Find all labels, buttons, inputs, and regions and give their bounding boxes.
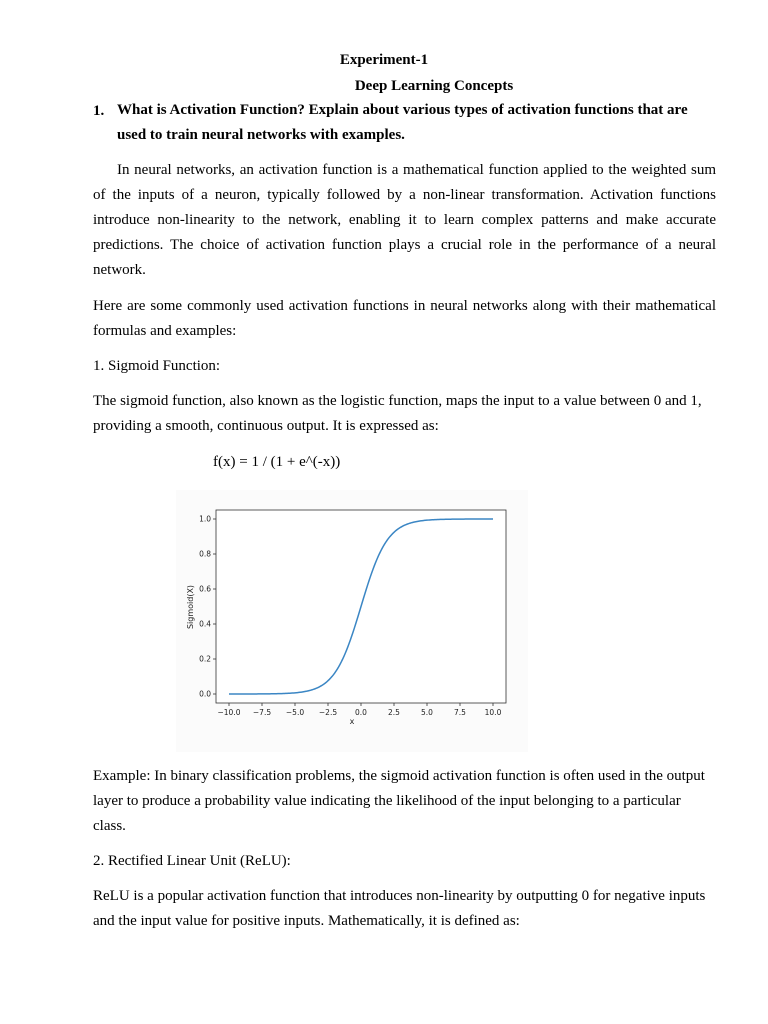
x-tick-label: 5.0 (421, 708, 433, 717)
relu-heading: 2. Rectified Linear Unit (ReLU): (93, 853, 291, 869)
x-tick-label: 0.0 (355, 708, 367, 717)
sigmoid-formula: f(x) = 1 / (1 + e^(-x)) (213, 454, 341, 470)
example-paragraph: Example: In binary classification problems, the sigmoid activation function is often used in the output layer to produce a probability value indicating the likelihood of the input belonging to a particular class. (93, 768, 705, 834)
y-tick-label: 1.0 (199, 514, 211, 524)
y-tick-label: 0.2 (199, 654, 211, 664)
sigmoid-heading: 1. Sigmoid Function: (93, 358, 221, 374)
x-tick-label: −2.5 (318, 708, 338, 717)
x-tick-label: −5.0 (285, 708, 305, 717)
document-title: Experiment-1 (339, 52, 429, 68)
x-ticks (218, 703, 502, 717)
document-subtitle: Deep Learning Concepts (354, 78, 514, 94)
y-tick-label: 0.4 (199, 619, 211, 629)
question-line-2: used to train neural networks with examples. (117, 127, 405, 143)
relu-description: ReLU is a popular activation function that introduces non-linearity by outputting 0 for negative inputs and the input value for positive inputs. Mathematically, it is defined as: (93, 888, 706, 929)
y-axis-label: Sigmoid(X) (186, 584, 195, 630)
x-tick-label: −10.0 (217, 708, 241, 717)
sigmoid-chart (176, 490, 528, 752)
y-ticks (199, 515, 216, 699)
y-tick-label: 0.6 (199, 584, 211, 594)
x-tick-label: −7.5 (252, 708, 272, 717)
here-paragraph: Here are some commonly used activation functions in neural networks along with their mathematical formulas and examples: (93, 298, 716, 339)
sigmoid-chart-svg (176, 490, 528, 752)
x-tick-label: 7.5 (454, 708, 466, 717)
sigmoid-description: The sigmoid function, also known as the logistic function, maps the input to a value between 0 and 1, providing a smooth, continuous output. It is expressed as: (93, 393, 702, 434)
intro-paragraph: In neural networks, an activation function is a mathematical function applied to the weighted sum of the inputs of a neuron, typically followed by a non-linear transformation. Activation functions introduce non-linearity to the network, enabling it to learn complex patterns and make accurate predictions. The choice of activation function plays a crucial role in the performance of a neural network. (93, 162, 716, 278)
question-text (117, 98, 717, 148)
y-tick-label: 0.0 (199, 689, 211, 699)
question-number: 1. (93, 103, 105, 119)
question-line-1: What is Activation Function? Explain about various types of activation functions that are (117, 102, 688, 118)
y-tick-label: 0.8 (199, 549, 211, 559)
x-axis-label: x (349, 717, 355, 726)
x-tick-label: 10.0 (484, 708, 502, 717)
x-tick-label: 2.5 (388, 708, 400, 717)
